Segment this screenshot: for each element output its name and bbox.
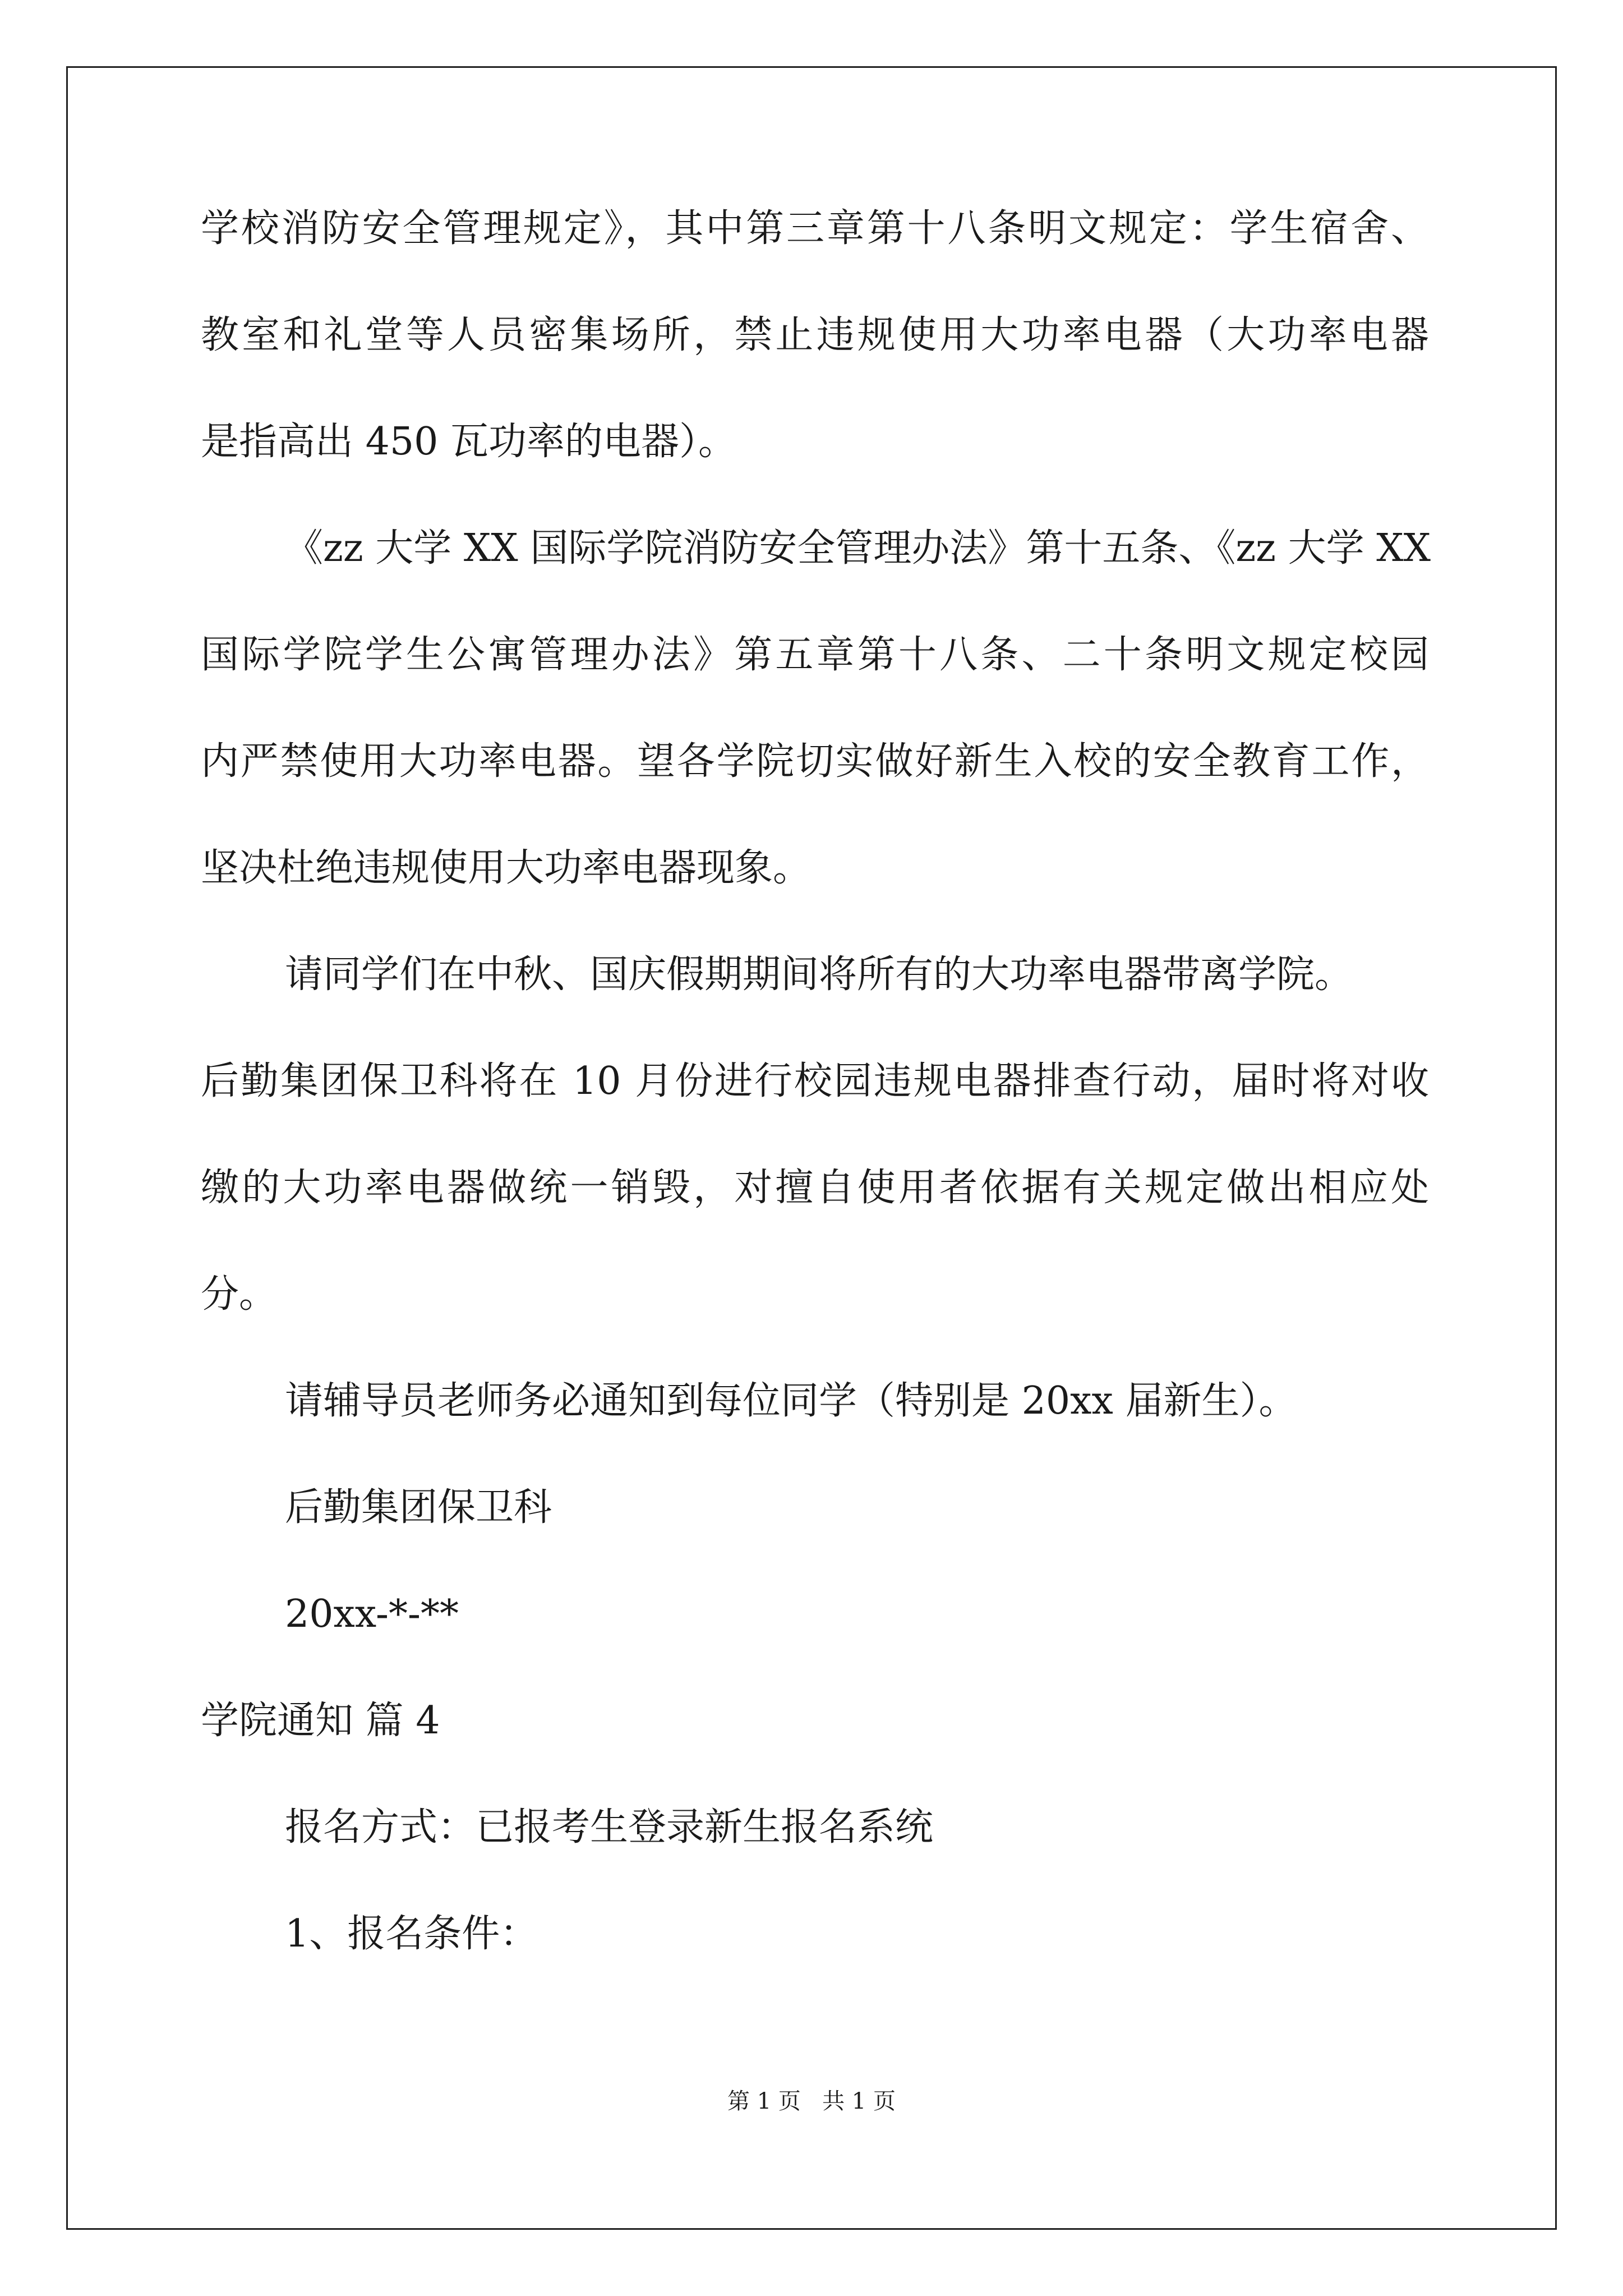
paragraph-2-line-3: 内严禁使用大功率电器。望各学院切实做好新生入校的安全教育工作，	[201, 739, 1429, 784]
signature-date: 20xx-*-**	[285, 1592, 459, 1636]
paragraph-1-line-3: 是指高出 450 瓦功率的电器）。	[201, 420, 737, 464]
paragraph-3-line-3: 缴的大功率电器做统一销毁，对擅自使用者依据有关规定做出相应处	[201, 1166, 1429, 1210]
paragraph-1-line-1: 学校消防安全管理规定》，其中第三章第十八条明文规定：学生宿舍、	[201, 206, 1429, 251]
paragraph-2-line-2: 国际学院学生公寓管理办法》第五章第十八条、二十条明文规定校园	[201, 633, 1429, 677]
paragraph-3-line-4: 分。	[201, 1272, 278, 1317]
paragraph-3-line-1: 请同学们在中秋、国庆假期期间将所有的大功率电器带离学院。	[285, 953, 1353, 997]
registration-method: 报名方式：已报考生登录新生报名系统	[285, 1805, 934, 1849]
registration-conditions-heading: 1、报名条件：	[285, 1912, 538, 1956]
signature-department: 后勤集团保卫科	[285, 1485, 552, 1530]
page-border	[66, 66, 1557, 2230]
page-footer: 第 1 页 共 1 页	[727, 2088, 896, 2114]
notice-instruction: 请辅导员老师务必通知到每位同学（特别是 20xx 届新生）。	[285, 1379, 1297, 1423]
paragraph-2-line-4: 坚决杜绝违规使用大功率电器现象。	[201, 846, 811, 890]
paragraph-2-line-1: 《zz 大学 XX 国际学院消防安全管理办法》第十五条、《zz 大学 XX	[285, 526, 1431, 570]
paragraph-3-line-2: 后勤集团保卫科将在 10 月份进行校园违规电器排查行动，届时将对收	[201, 1059, 1429, 1103]
paragraph-1-line-2: 教室和礼堂等人员密集场所，禁止违规使用大功率电器（大功率电器	[201, 313, 1429, 357]
section-heading: 学院通知 篇 4	[201, 1699, 440, 1743]
